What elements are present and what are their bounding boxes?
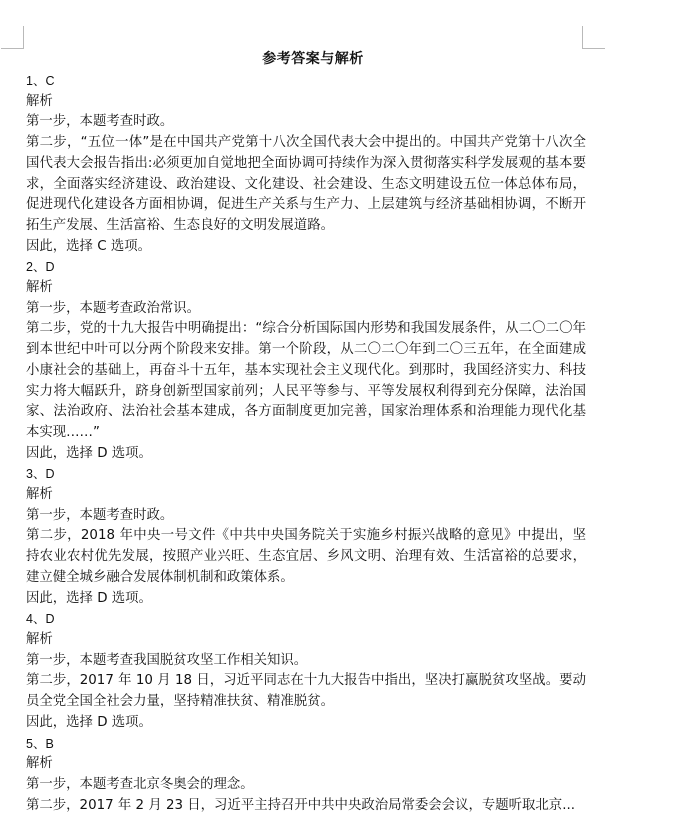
page-corner-mark-right — [582, 26, 605, 49]
answer-step: 第一步，本题考查时政。 — [26, 114, 174, 130]
answer-conclusion: 因此，选择 D 选项。 — [26, 590, 152, 606]
answer-step: 第二步，“五位一体”是在中国共产党第十八次全国代表大会中提出的。中国共产党第十八次全国代表大会报告指出:必须更加自觉地把全面协调可持续作为深入贯彻落实科学发展观的基本要求，全面落实经济建设、政治建设、文化建设、社会建设、生态文明建设五位一体总体布局，促进现代化建设各方面相协调，促进生产关系与生产力、上层建筑与经济基础相协调，不断开拓生产发展、生活富裕、生态良好的文明发展道路。 — [26, 135, 586, 233]
document-title: 参考答案与解析 — [262, 51, 364, 67]
answer-conclusion: 因此，选择 C 选项。 — [26, 238, 151, 254]
answer-step: 第一步，本题考查我国脱贫攻坚工作相关知识。 — [26, 652, 308, 668]
answer-step: 第二步，2017 年 10 月 18 日，习近平同志在十九大报告中指出，坚决打赢脱贫攻坚战。要动员全党全国全社会力量，坚持精准扶贫、精准脱贫。 — [26, 673, 586, 710]
analysis-label: 解析 — [26, 631, 53, 647]
question-number: 2、D — [26, 260, 55, 275]
answer-step: 第一步，本题考查北京冬奥会的理念。 — [26, 776, 254, 792]
analysis-label: 解析 — [26, 280, 53, 296]
question-number: 5、B — [26, 736, 54, 751]
question-number: 4、D — [26, 612, 55, 627]
answer-conclusion: 因此，选择 D 选项。 — [26, 445, 152, 461]
answer-conclusion: 因此，选择 D 选项。 — [26, 714, 152, 730]
answer-step: 第二步，党的十九大报告中明确提出：“综合分析国际国内形势和我国发展条件，从二〇二〇年到本世纪中叶可以分两个阶段来安排。第一个阶段，从二〇二〇年到二〇三五年，在全面建成小康社会的基础上，再奋斗十五年，基本实现社会主义现代化。到那时，我国经济实力、科技实力将大幅跃升，跻身创新型国家前列；人民平等参与、平等发展权利得到充分保障，法治国家、法治政府、法治社会基本建成，各方面制度更加完善，国家治理体系和治理能力现代化基本实现……” — [26, 321, 586, 440]
answer-step: 第一步，本题考查政治常识。 — [26, 300, 201, 316]
analysis-label: 解析 — [26, 756, 53, 772]
answer-step: 第一步，本题考查时政。 — [26, 507, 174, 523]
analysis-label: 解析 — [26, 487, 53, 503]
document-body — [26, 71, 586, 816]
answer-step: 第二步，2017 年 2 月 23 日，习近平主持召开中共中央政治局常委会会议，专题听取北京... — [26, 797, 575, 813]
page-corner-mark-left — [1, 26, 24, 49]
answer-step: 第二步，2018 年中央一号文件《中共中央国务院关于实施乡村振兴战略的意见》中提出，坚持农业农村优先发展，按照产业兴旺、生态宜居、乡风文明、治理有效、生活富裕的总要求，建立健全城乡融合发展体制机制和政策体系。 — [26, 528, 586, 585]
analysis-label: 解析 — [26, 93, 53, 109]
question-number: 1、C — [26, 74, 55, 88]
question-number: 3、D — [26, 467, 55, 482]
